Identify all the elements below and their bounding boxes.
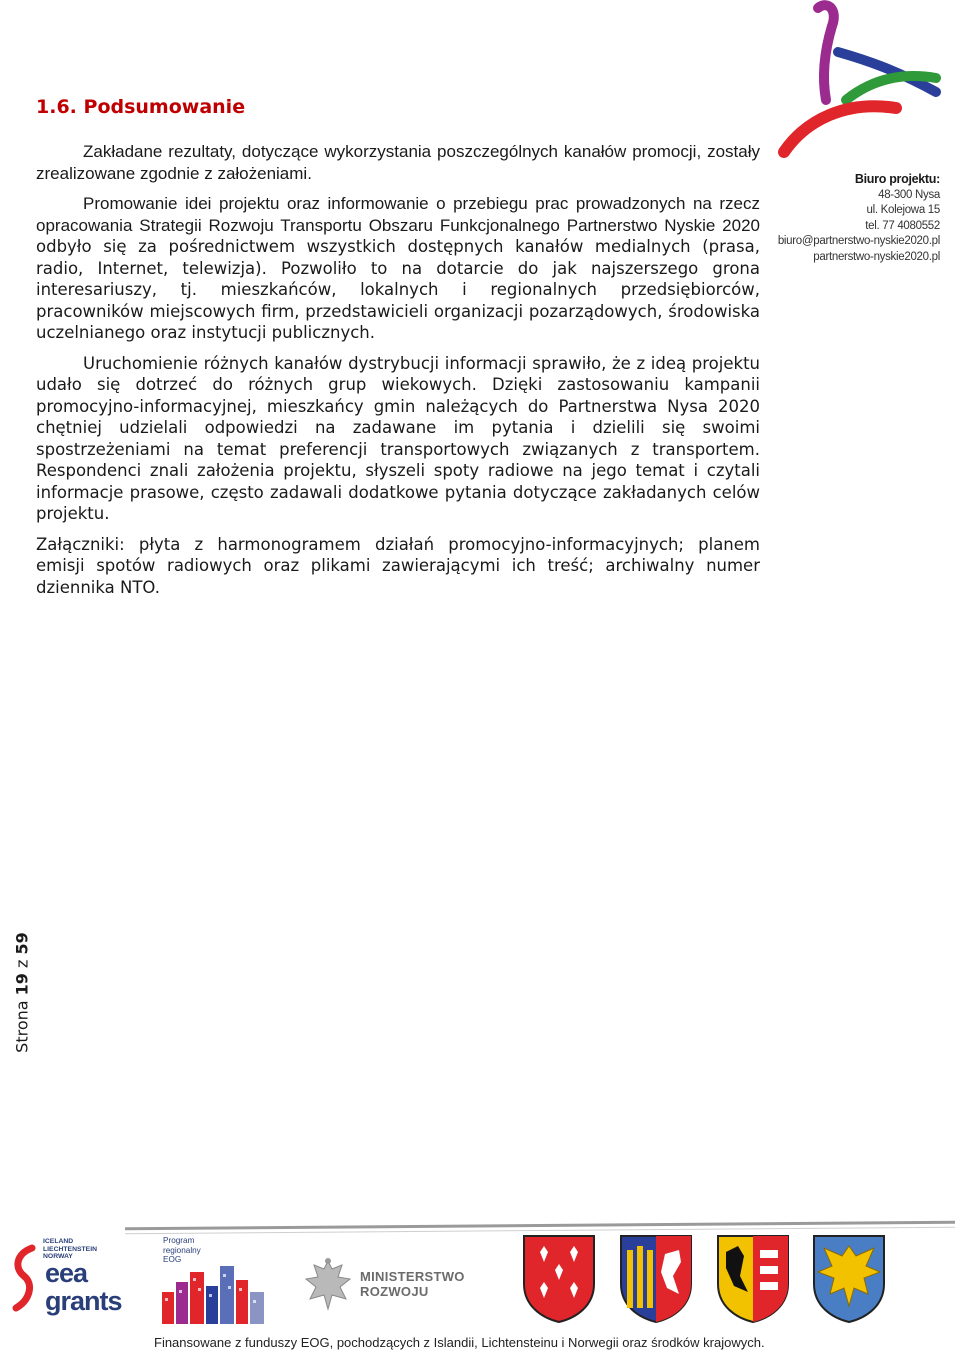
polish-eagle-icon <box>302 1255 354 1315</box>
office-phone: tel. 77 4080552 <box>865 219 940 232</box>
paragraph-attachments: Załączniki: płyta z harmonogramem działań promocyjno-informacyjnych; planem emisji spotów radiowych oraz plikami zawierającymi ich treść; archiwalny numer dziennika NTO. <box>36 534 760 597</box>
section-title: Podsumowanie <box>83 96 246 118</box>
paragraph-promotion-part1: Promowanie idei projektu oraz informowanie o przebiegu prac prowadzonych na rzecz opracowania Strategii Rozwoju Transportu Obszaru Funkcjonalnego Partnerstwo Nyskie 2020 <box>36 194 760 235</box>
partnership-logo <box>776 0 946 165</box>
office-postcode: 48-300 Nysa <box>878 188 940 201</box>
eea-countries: ICELAND LIECHTENSTEIN NORWAY <box>43 1238 98 1260</box>
paragraph-results: Zakładane rezultaty, dotyczące wykorzystania poszczególnych kanałów promocji, zostały zrealizowane zgodnie z założeniami. <box>36 142 760 183</box>
funding-statement: Finansowane z funduszy EOG, pochodzących z Islandii, Lichtensteinu i Norwegii oraz środków krajowych. <box>154 1335 765 1350</box>
project-office-info <box>770 172 940 265</box>
office-website[interactable]: partnerstwo-nyskie2020.pl <box>813 250 940 263</box>
crest-silesian-eagle-icon <box>714 1232 792 1324</box>
page-number-current: 19 <box>12 973 32 996</box>
crest-eagles-icon <box>520 1232 598 1324</box>
program-buildings-icon <box>160 1262 272 1324</box>
paragraph-promotion <box>36 193 760 344</box>
section-heading <box>36 96 245 118</box>
footer-divider <box>125 1221 955 1231</box>
eea-word: eea <box>45 1258 88 1288</box>
grants-word: grants <box>45 1286 122 1316</box>
office-street: ul. Kolejowa 15 <box>866 204 940 216</box>
ministry-name: MINISTERSTWO ROZWOJU <box>360 1269 465 1299</box>
crest-wheat-icon <box>617 1232 695 1324</box>
office-email[interactable]: biuro@partnerstwo-nyskie2020.pl <box>777 235 940 247</box>
page-number <box>13 893 32 1093</box>
crest-golden-eagle-icon <box>810 1232 888 1324</box>
paragraph-promotion-part2: odbyło się za pośrednictwem wszystkich dostępnych kanałów medialnych (prasa, radio, Internet, telewizja). Pozwoliło to na dotarcie do jak najszerszego grona interesariuszy, tj. mieszkańców, lokalnych i regionalnych przedsiębiorców, pracowników miejscowych firm, przedstawicieli organizacji pozarządowych, środowiska uczelnianego oraz instytucji publicznych. <box>36 237 760 342</box>
document-body <box>36 141 760 607</box>
paragraph-channels: Uruchomienie różnych kanałów dystrybucji informacji sprawiło, że z ideą projektu udało się dotrzeć do różnych grup wiekowych. Dzięki zastosowaniu kampanii promocyjno-informacyjnej, mieszkańcy gmin należących do Partnerstwa Nysa 2020 chętniej udzielali odpowiedzi na zadawane im pytania i dzielili się swoimi spostrzeżeniami na temat preferencji transportowych związanych z transportem. Respondenci znali założenia projektu, słyszeli spoty radiowe na jego temat i czytali informacje prasowe, często zadawali dodatkowe pytania dotyczące zakładanych celów projektu. <box>36 353 760 523</box>
page-number-separator: z <box>12 959 32 968</box>
section-number: 1.6. <box>36 96 77 118</box>
page-number-prefix: Strona <box>12 1000 32 1053</box>
program-regionalny-label: Program regionalny EOG <box>163 1236 201 1264</box>
ministerstwo-rozwoju-logo <box>298 1255 473 1320</box>
eea-grants-logo <box>10 1238 130 1318</box>
page-number-total: 59 <box>12 932 32 955</box>
logo-purple-stroke <box>818 5 834 100</box>
logo-red-stroke <box>784 106 896 152</box>
eea-swirl-icon <box>10 1244 40 1314</box>
office-title: Biuro projektu: <box>854 172 940 186</box>
